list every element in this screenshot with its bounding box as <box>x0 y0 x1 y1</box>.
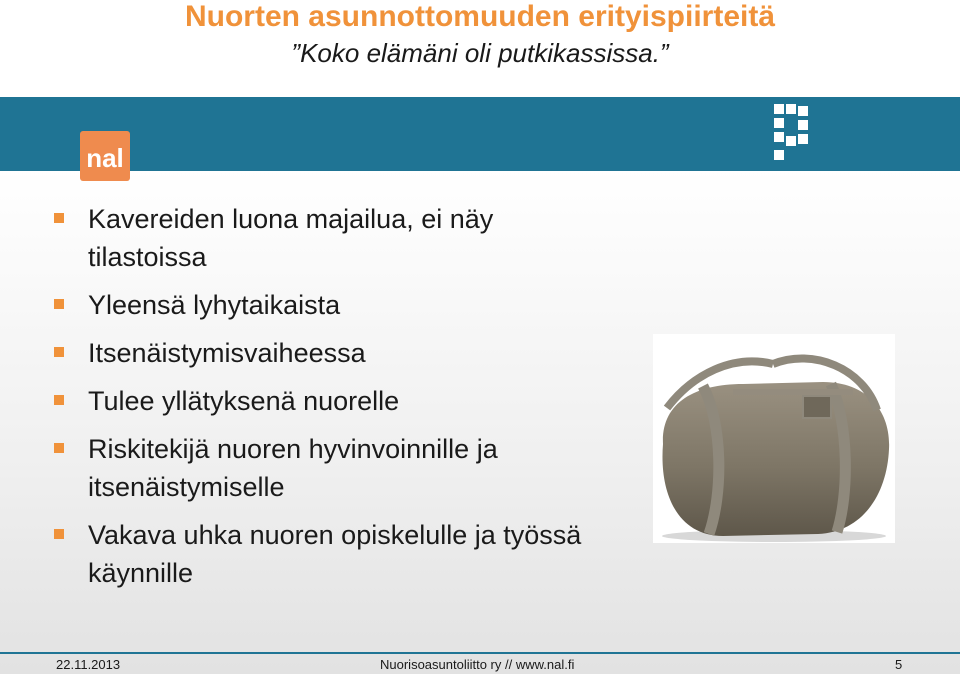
header-band <box>0 97 960 171</box>
slide-title: Nuorten asunnottomuuden erityispiirteitä <box>184 0 776 33</box>
bullet-square-icon <box>54 299 64 309</box>
footer-page-number: 5 <box>895 657 903 672</box>
slide-footer <box>0 652 960 674</box>
bullet-list <box>54 200 614 602</box>
bullet-item: Riskitekijä nuoren hyvinvoinnille ja itsenäistymiselle <box>54 430 614 506</box>
nal-logo-text: nal <box>86 143 124 173</box>
bullet-square-icon <box>54 395 64 405</box>
bullet-item: Vakava uhka nuoren opiskelulle ja työssä käynnille <box>54 516 614 592</box>
slide-subtitle-quote: ”Koko elämäni oli putkikassissa.” <box>291 38 669 68</box>
duffel-bag-image <box>653 334 895 543</box>
bullet-item: Yleensä lyhytaikaista <box>54 286 614 324</box>
bullet-square-icon <box>54 443 64 453</box>
bullet-square-icon <box>54 529 64 539</box>
footer-organization: Nuorisoasuntoliitto ry // www.nal.fi <box>380 657 575 672</box>
bullet-item: Kavereiden luona majailua, ei näy tilastoissa <box>54 200 614 276</box>
footer-date: 22.11.2013 <box>56 657 121 672</box>
bullet-square-icon <box>54 213 64 223</box>
footer-divider <box>0 652 960 654</box>
bullet-item: Tulee yllätyksenä nuorelle <box>54 382 614 420</box>
nal-logo <box>80 131 130 181</box>
p-logo-icon <box>772 100 812 166</box>
duffel-bag-icon <box>653 334 895 543</box>
bullet-item: Itsenäistymisvaiheessa <box>54 334 614 372</box>
bullet-square-icon <box>54 347 64 357</box>
